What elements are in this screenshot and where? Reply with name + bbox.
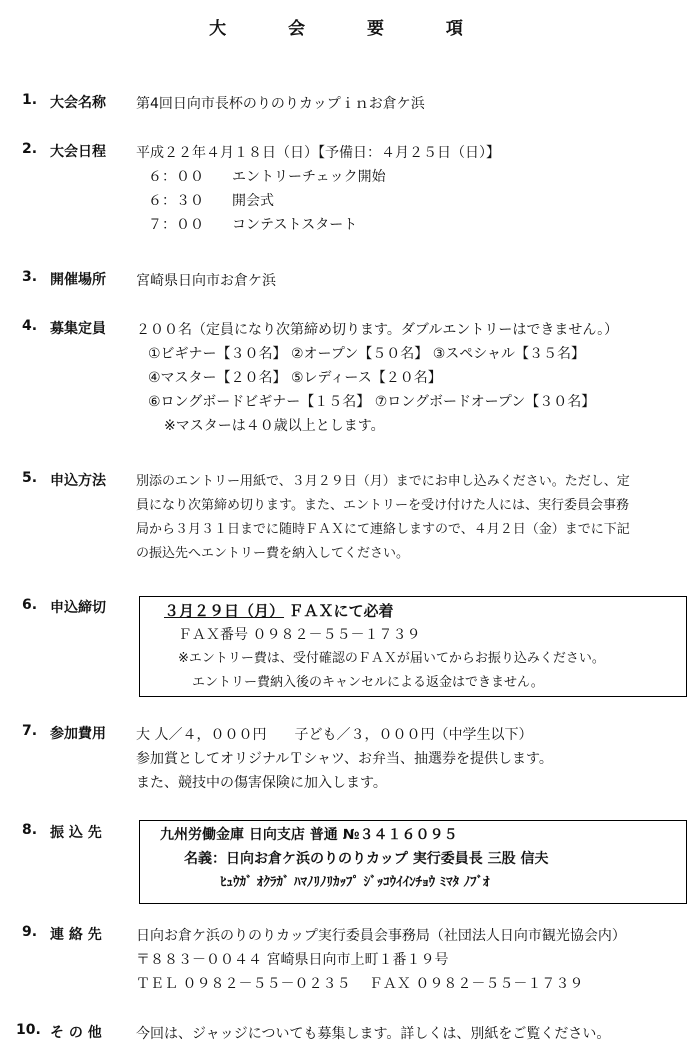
section-text: 今回は、ジャッジについても募集します。詳しくは、別紙をご覧ください。 (136, 1026, 611, 1042)
division-list: ④マスター【２０名】 ⑤レディース【２０名】 (148, 370, 442, 386)
section-text: の振込先へエントリー費を納入してください。 (136, 546, 410, 561)
section-number: 10. (16, 1022, 41, 1038)
deadline-date: ３月２９日（月） (164, 602, 285, 620)
section-text: 員になり次第締め切ります。また、エントリーを受け付けた人には、実行委員会事務 (136, 498, 629, 513)
section-label: 募集定員 (50, 321, 106, 337)
division-list: ⑥ロングボードビギナー【１５名】 ⑦ロングボードオープン【３０名】 (148, 394, 596, 410)
bank-box (139, 820, 687, 904)
section-label: 連 絡 先 (50, 927, 102, 943)
document-title: 大 会 要 項 (209, 19, 491, 39)
schedule-row (136, 189, 691, 213)
section-number: 7. (22, 723, 38, 739)
contact-phone-fax: ＴＥＬ ０９８２－５５－０２３５ ＦＡＸ ０９８２－５５－１７３９ (136, 976, 584, 992)
account-holder-kana: ﾋｭｳｶﾞ ｵｸﾗｶﾞ ﾊﾏﾉﾘﾉﾘｶｯﾌﾟ ｼﾞｯｺｳｲｲﾝﾁｮｳ ﾐﾏﾀ ﾉﾌﾞｵ (220, 875, 490, 890)
deadline-text: ＦＡＸにて必着 (288, 602, 394, 620)
section-number: 2. (22, 141, 38, 157)
section-label: そ の 他 (50, 1025, 102, 1041)
deadline-box (139, 596, 687, 697)
section-number: 6. (22, 597, 38, 613)
section-text: 局から３月３１日までに随時ＦＡＸにて連絡しますので、４月２日（金）までに下記 (136, 522, 630, 537)
schedule-time: ７：００ (148, 217, 204, 233)
schedule-row (136, 165, 691, 189)
section-label: 開催場所 (50, 272, 106, 288)
section-number: 1. (22, 92, 38, 108)
section-label: 参加費用 (50, 726, 106, 742)
note-text: ※エントリー費は、受付確認のＦＡＸが届いてからお振り込みください。 (178, 651, 605, 666)
section-label: 申込方法 (50, 473, 106, 489)
section-number: 4. (22, 318, 38, 334)
section-number: 9. (22, 924, 38, 940)
section-number: 3. (22, 269, 38, 285)
schedule-time: ６：３０ (148, 193, 204, 209)
schedule-row (136, 213, 691, 237)
schedule-event: コンテストスタート (232, 217, 358, 233)
section-label: 大会名称 (50, 95, 106, 111)
section-number: 8. (22, 822, 38, 838)
account-holder: 名義：日向お倉ケ浜のりのりカップ 実行委員長 三股 信夫 (184, 851, 549, 867)
contact-office: 日向お倉ケ浜のりのりカップ実行委員会事務局（社団法人日向市観光協会内） (136, 928, 626, 944)
section-label: 大会日程 (50, 144, 106, 160)
note-text: エントリー費納入後のキャンセルによる返金はできません。 (192, 675, 544, 690)
fax-number: ＦＡＸ番号 ０９８２－５５－１７３９ (178, 627, 421, 643)
section-label: 振 込 先 (50, 825, 102, 841)
section-label: 申込締切 (50, 600, 106, 616)
section-number: 5. (22, 470, 38, 486)
section-text: 平成２２年４月１８日（日）【予備日：４月２５日（日）】 (136, 145, 500, 161)
fee-text: 大 人／４，０００円 子ども／３，０００円（中学生以下） (136, 727, 533, 743)
section-text: 別添のエントリー用紙で、３月２９日（月）までにお申し込みください。ただし、定 (136, 474, 630, 489)
division-list: ①ビギナー【３０名】 ②オープン【５０名】 ③スペシャル【３５名】 (148, 346, 586, 362)
note-text: ※マスターは４０歳以上とします。 (164, 418, 385, 434)
schedule-event: エントリーチェック開始 (232, 169, 386, 185)
section-text: 参加賞としてオリジナルＴシャツ、お弁当、抽選券を提供します。 (136, 751, 553, 767)
section-text: 第4回日向市長杯のりのりカップｉｎお倉ケ浜 (136, 96, 425, 112)
schedule-time: ６：００ (148, 169, 204, 185)
section-text: また、競技中の傷害保険に加入します。 (136, 775, 387, 791)
section-text: ２００名（定員になり次第締め切ります。ダブルエントリーはできません。） (136, 322, 619, 338)
contact-address: 〒８８３－００４４ 宮崎県日向市上町１番１９号 (136, 952, 449, 968)
schedule-event: 開会式 (232, 193, 274, 209)
section-text: 宮崎県日向市お倉ケ浜 (136, 273, 276, 289)
bank-name: 九州労働金庫 日向支店 普通 №３４１６０９５ (160, 827, 458, 843)
